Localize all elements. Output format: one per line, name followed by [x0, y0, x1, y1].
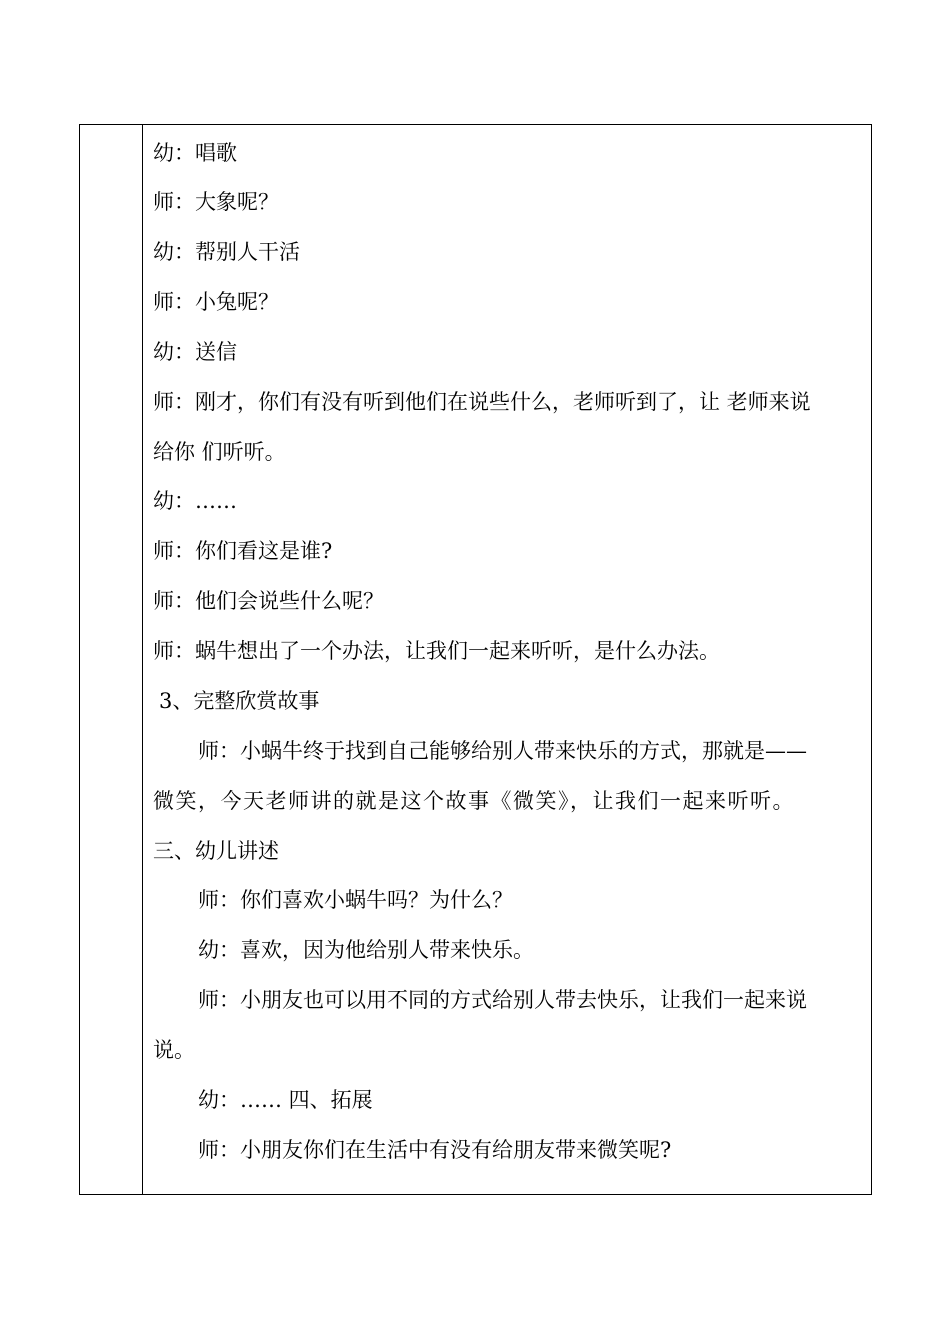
- dialogue-line: 说。: [153, 1038, 195, 1062]
- dialogue-line: 师：蜗牛想出了一个办法，让我们一起来听听，是什么办法。: [153, 639, 720, 663]
- dialogue-line: 师：小兔呢？: [153, 290, 279, 314]
- dialogue-line: 幼：…… 四、拓展: [198, 1088, 373, 1112]
- lesson-table: [79, 124, 872, 1195]
- dialogue-line: 师：你们喜欢小蜗牛吗？为什么？: [198, 888, 513, 912]
- dialogue-line: 师：小蜗牛终于找到自己能够给别人带来快乐的方式，那就是——: [198, 739, 807, 763]
- dialogue-line: 微笑，今天老师讲的就是这个故事《微笑》，让我们一起来听听。: [153, 789, 795, 813]
- dialogue-line: 幼：送信: [153, 340, 237, 364]
- dialogue-line: 师：小朋友也可以用不同的方式给别人带去快乐，让我们一起来说: [198, 988, 807, 1012]
- dialogue-line: 师：他们会说些什么呢？: [153, 589, 384, 613]
- table-content-cell: [143, 125, 871, 1194]
- dialogue-line: 幼：帮别人干活: [153, 240, 300, 264]
- dialogue-line: 幼：……: [153, 489, 237, 513]
- dialogue-line: 师：大象呢？: [153, 190, 279, 214]
- dialogue-line: 师：刚才，你们有没有听到他们在说些什么，老师听到了，让 老师来说: [153, 390, 811, 414]
- dialogue-line: 师：你们看这是谁?: [153, 539, 333, 563]
- section-heading: 三、幼儿讲述: [153, 839, 279, 863]
- table-left-column: [80, 125, 143, 1194]
- dialogue-line: 幼：唱歌: [153, 141, 237, 165]
- section-heading: 3、完整欣赏故事: [159, 689, 320, 713]
- dialogue-line: 给你 们听听。: [153, 440, 286, 464]
- dialogue-line: 幼：喜欢，因为他给别人带来快乐。: [198, 938, 534, 962]
- dialogue-line: 师：小朋友你们在生活中有没有给朋友带来微笑呢?: [198, 1138, 672, 1162]
